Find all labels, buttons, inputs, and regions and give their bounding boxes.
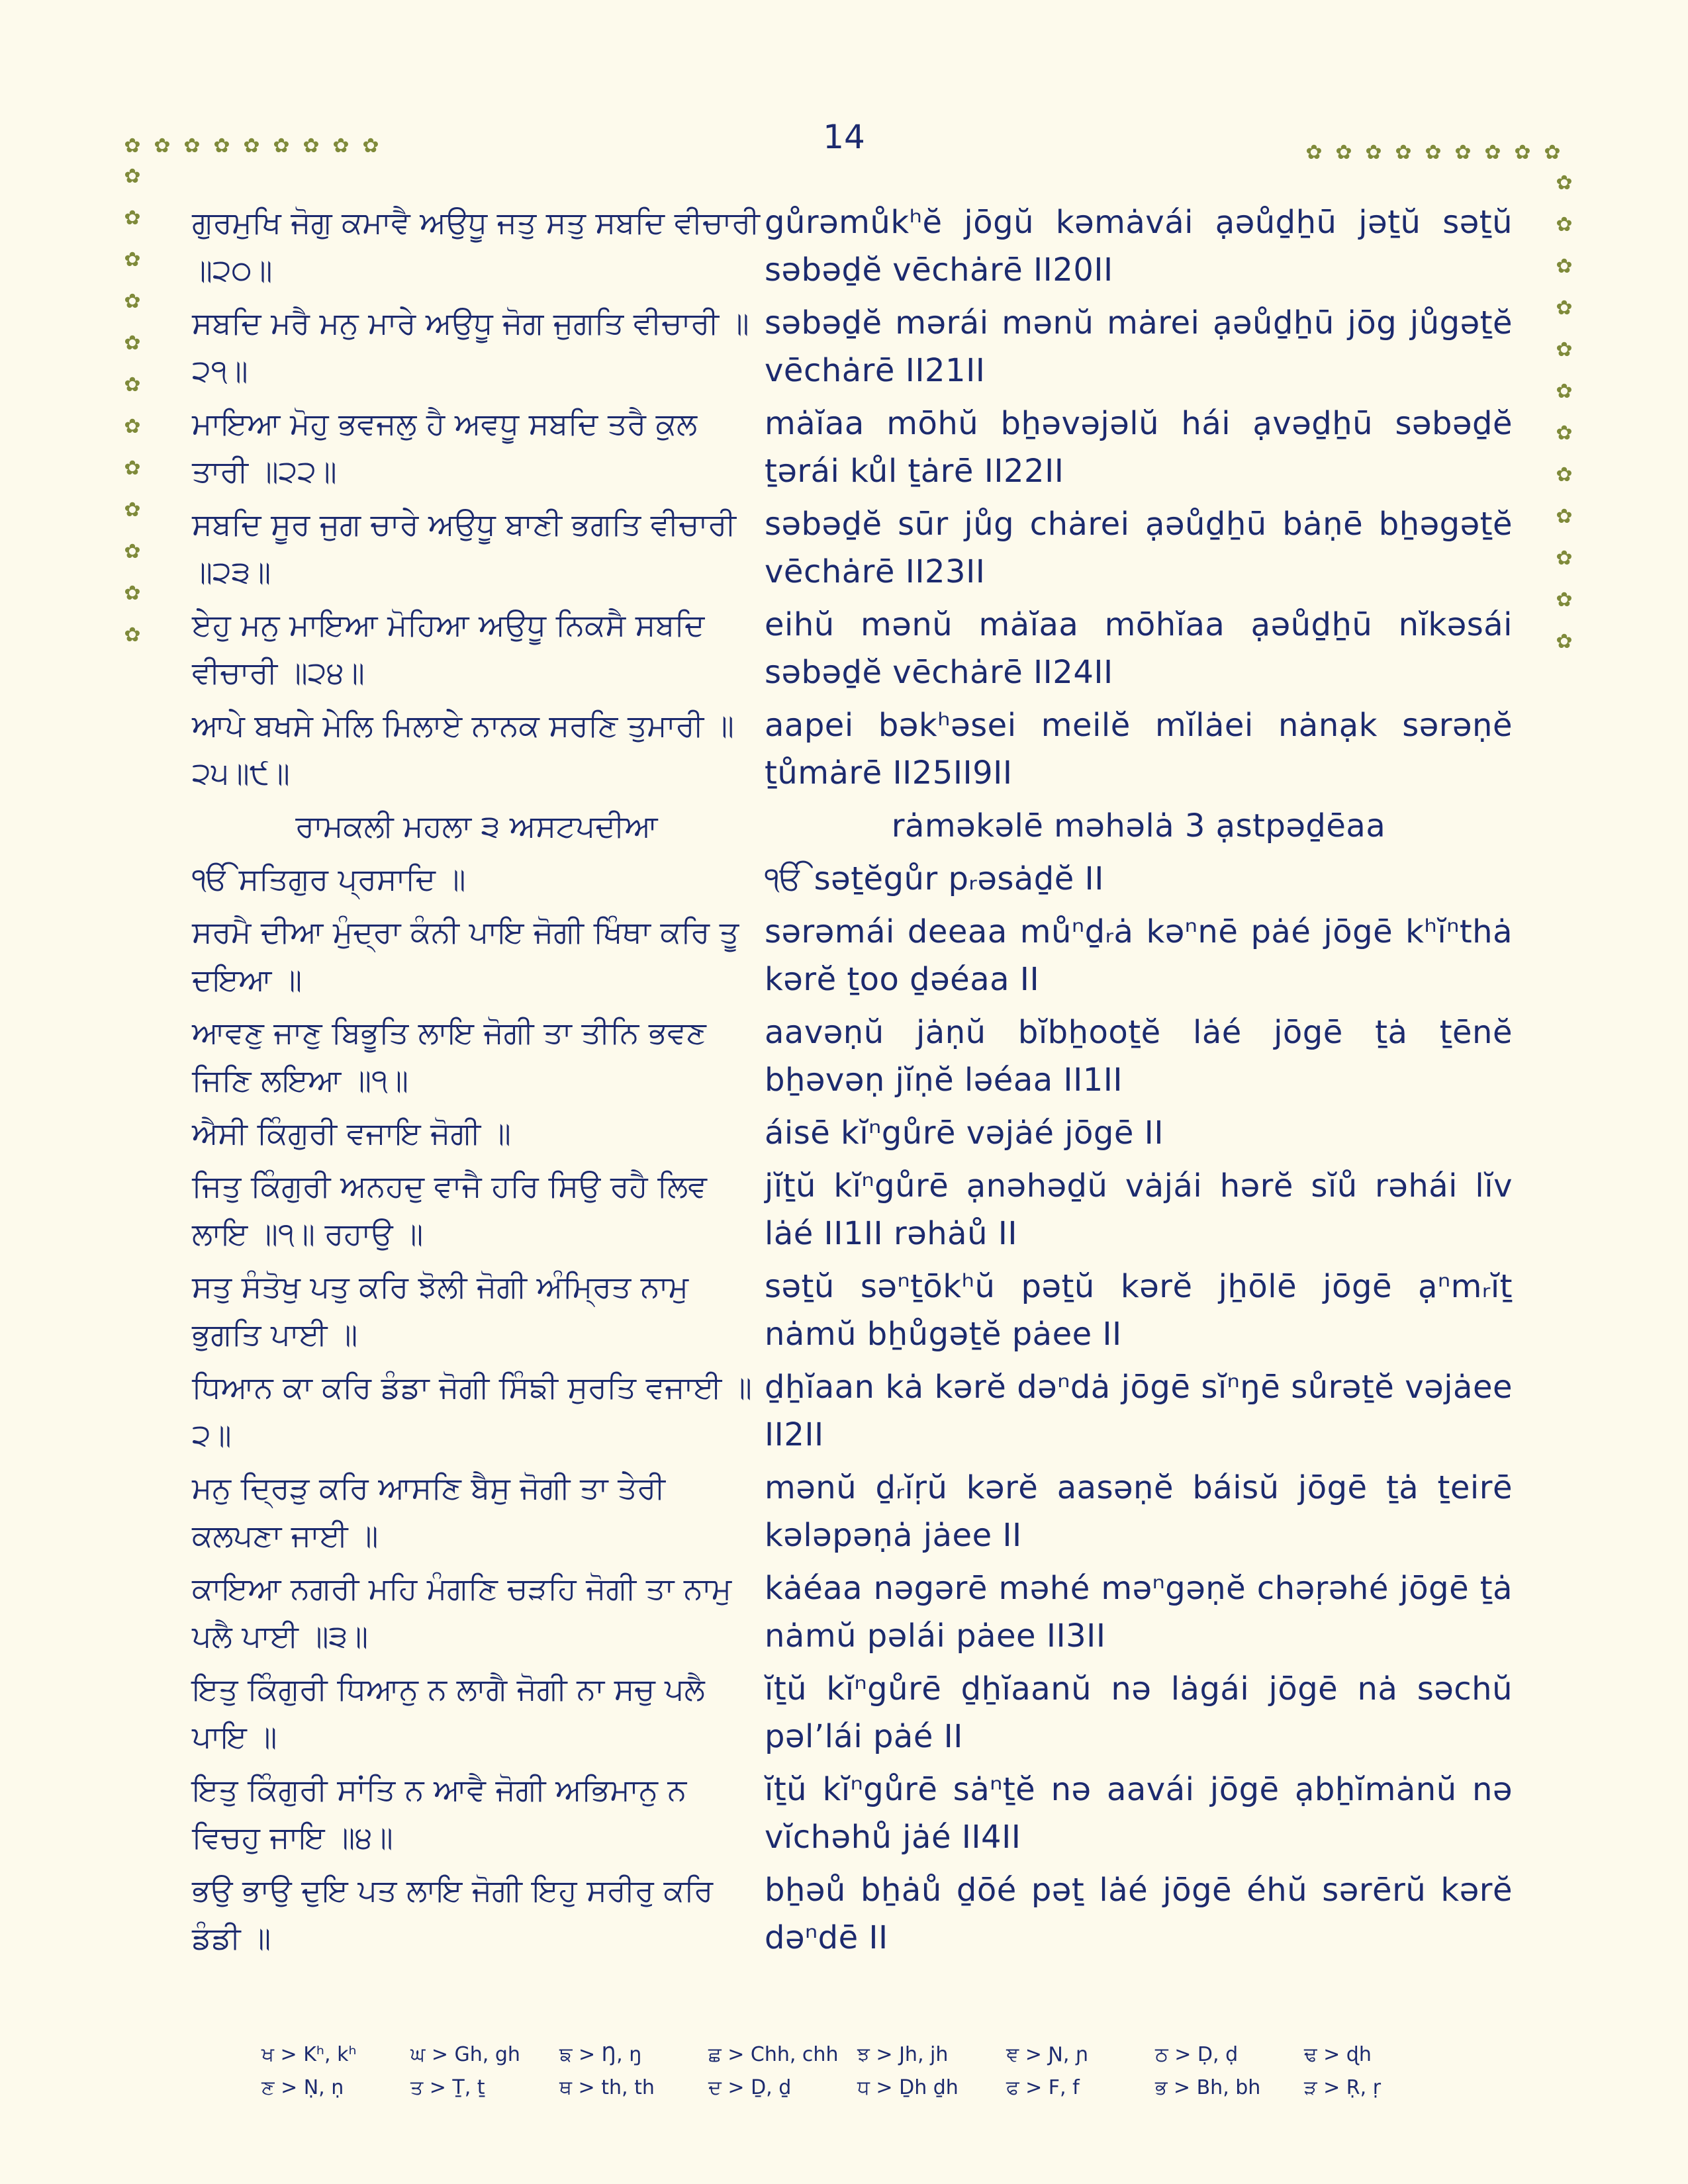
section-heading-transliteration: rȧməkəlē məhəlȧ 3 ạstpəḏēaa xyxy=(891,807,1386,844)
flower-ornament-icon: ✿ xyxy=(1556,463,1573,486)
legend-entry: ਖ > Kʰ, kʰ xyxy=(261,2043,357,2066)
transliteration-line: bẖəů bẖȧů ḏōé pəṯ lȧé jōgē éhŭ sərērŭ kərĕ dəⁿdē II xyxy=(765,1872,1513,1956)
flower-ornament-icon: ✿ xyxy=(1556,588,1573,612)
verse-row xyxy=(192,400,1516,495)
legend-row xyxy=(261,2071,1453,2105)
flower-ornament-icon: ✿ xyxy=(124,332,141,355)
flower-ornament-icon: ✿ xyxy=(124,457,141,480)
verse-row xyxy=(192,1162,1516,1257)
legend-entry: ਞ > Ɲ, ɲ xyxy=(1006,2043,1089,2066)
legend-entry: ਤ > Ṯ, ṯ xyxy=(410,2076,485,2099)
flower-ornament-icon: ✿ xyxy=(1556,213,1573,236)
transliteration-line: sərəmái deeaa můⁿḏᵣȧ kəⁿnē pȧé jōgē kʰĭⁿthȧ kərĕ ṯoo ḏəéaa II xyxy=(765,913,1513,998)
flower-ornament-icon: ✿ xyxy=(124,165,141,188)
legend-entry: ਛ > Chh, chh xyxy=(708,2043,839,2066)
transliteration-line: ੴ səṯĕgůr pᵣəsȧḏĕ II xyxy=(765,860,1104,897)
flower-ornament-icon: ✿ xyxy=(124,540,141,563)
verse-row xyxy=(192,1009,1516,1104)
gurmukhi-line: ੴ ਸਤਿਗੁਰ ਪ੍ਰਸਾਦਿ ॥ xyxy=(192,861,466,897)
invocation-row xyxy=(192,855,1516,903)
legend-entry: ਢ > ɖh xyxy=(1304,2043,1372,2066)
flower-ornament-icon: ✿ xyxy=(124,582,141,605)
transliteration-line: səṯŭ səⁿṯōkʰŭ pəṯŭ kərĕ jẖōlē jōgē ạⁿmᵣĭṯ nȧmŭ bẖůgəṯĕ pȧee II xyxy=(765,1268,1513,1353)
flower-ornament-icon: ✿ xyxy=(1544,141,1561,164)
legend-entry: ੜ > Ṛ, ṛ xyxy=(1304,2076,1382,2099)
gurmukhi-line: ਇਤੁ ਕਿੰਗੁਰੀ ਸਾਂਤਿ ਨ ਆਵੈ ਜੋਗੀ ਅਭਿਮਾਨੁ ਨ ਵਿਚਹੁ ਜਾਇ ॥੪॥ xyxy=(192,1772,687,1855)
gurmukhi-line: ਐਸੀ ਕਿੰਗੁਰੀ ਵਜਾਇ ਜੋਗੀ ॥ xyxy=(192,1115,511,1151)
flower-ornament-icon: ✿ xyxy=(362,134,379,158)
flower-ornament-icon: ✿ xyxy=(332,134,350,158)
gurmukhi-line: ਸਤੁ ਸੰਤੋਖੁ ਪਤੁ ਕਰਿ ਝੋਲੀ ਜੋਗੀ ਅੰਮ੍ਰਿਤ ਨਾਮੁ ਭੁਗਤਿ ਪਾਈ ॥ xyxy=(192,1269,689,1352)
verse-row xyxy=(192,908,1516,1003)
transliteration-line: eihŭ mənŭ mȧĭaa mōhĭaa ạəůḏẖū nĭkəsái səbəḏĕ vēchȧrē II24II xyxy=(765,606,1513,691)
legend-entry: ਦ > Ḏ, ḏ xyxy=(708,2076,792,2099)
transliteration-line: səbəḏĕ mərái mənŭ mȧrei ạəůḏẖū jōg jůgəṯĕ vēchȧrē II21II xyxy=(765,304,1513,389)
transliteration-line: aavəṇŭ jȧṇŭ bĭbẖooṯĕ lȧé jōgē ṯȧ ṯēnĕ bẖəvəṇ jĭṇĕ ləéaa II1II xyxy=(765,1014,1513,1099)
flower-ornament-icon: ✿ xyxy=(124,290,141,313)
transliteration-line: mȧĭaa mōhŭ bẖəvəjəlŭ hái ạvəḏẖū səbəḏĕ ṯərái kůl ṯȧrē II22II xyxy=(765,405,1513,490)
transliteration-line: mənŭ ḏᵣĭṛŭ kərĕ aasəṇĕ báisŭ jōgē ṯȧ ṯeirē kələpəṇȧ jȧee II xyxy=(765,1469,1513,1554)
gurmukhi-line: ਮਾਇਆ ਮੋਹੁ ਭਵਜਲੁ ਹੈ ਅਵਧੂ ਸਬਦਿ ਤਰੈ ਕੁਲ ਤਾਰੀ ॥੨੨॥ xyxy=(192,406,698,489)
legend-row xyxy=(261,2038,1453,2071)
transliteration-line: áisē kĭⁿgůrē vəjȧé jōgē II xyxy=(765,1115,1164,1152)
verse-row xyxy=(192,500,1516,596)
legend-entry: ਭ > Bh, bh xyxy=(1155,2076,1261,2099)
flower-ornament-icon: ✿ xyxy=(1425,141,1442,164)
legend-entry: ਘ > Gh, gh xyxy=(410,2043,520,2066)
flower-ornament-icon: ✿ xyxy=(1365,141,1382,164)
flower-ornament-icon: ✿ xyxy=(1556,505,1573,528)
transliteration-line: səbəḏĕ sūr jůg chȧrei ạəůḏẖū bȧṇē bẖəgəṯĕ vēchȧrē II23II xyxy=(765,506,1513,590)
flower-ornament-icon: ✿ xyxy=(303,134,320,158)
flower-ornament-icon: ✿ xyxy=(1484,141,1501,164)
flower-ornament-icon: ✿ xyxy=(243,134,260,158)
gurmukhi-line: ਮਨੁ ਦ੍ਰਿੜੁ ਕਰਿ ਆਸਣਿ ਬੈਸੁ ਜੋਗੀ ਤਾ ਤੇਰੀ ਕਲਪਣਾ ਜਾਈ ॥ xyxy=(192,1470,665,1553)
transliteration-line: kȧéaa nəgərē məhé məⁿgəṇĕ chəṛəhé jōgē ṯȧ nȧmŭ pəlái pȧee II3II xyxy=(765,1570,1513,1655)
gurmukhi-line: ਸਬਦਿ ਸੂਰ ਜੁਗ ਚਾਰੇ ਅਉਧੂ ਬਾਣੀ ਭਗਤਿ ਵੀਚਾਰੀ ॥੨੩॥ xyxy=(192,506,736,590)
transliteration-line: ḏẖĭaan kȧ kərĕ dəⁿdȧ jōgē sĭⁿŋē sůrəṯĕ vəjȧee II2II xyxy=(765,1369,1513,1453)
flower-ornament-icon: ✿ xyxy=(1556,547,1573,570)
flower-ornament-icon: ✿ xyxy=(124,206,141,230)
verse-row xyxy=(192,1464,1516,1559)
flower-ornament-icon: ✿ xyxy=(1556,630,1573,653)
transliteration-line: ĭṯŭ kĭⁿgůrē sȧⁿṯĕ nə aavái jōgē ạbẖĭmȧnŭ nə vĭchəhů jȧé II4II xyxy=(765,1771,1513,1856)
flower-ornament-icon: ✿ xyxy=(1556,296,1573,320)
transliteration-legend xyxy=(261,2038,1453,2105)
flower-ornament-icon: ✿ xyxy=(124,134,141,158)
section-heading-row xyxy=(192,802,1516,850)
flower-ornament-icon: ✿ xyxy=(1556,422,1573,445)
verse-row xyxy=(192,1866,1516,1962)
flower-ornament-icon: ✿ xyxy=(213,134,230,158)
verse-row xyxy=(192,601,1516,696)
flower-ornament-icon: ✿ xyxy=(124,498,141,522)
verse-row xyxy=(192,1363,1516,1459)
flower-ornament-icon: ✿ xyxy=(1556,255,1573,278)
legend-entry: ਠ > Ḍ, ḍ xyxy=(1155,2043,1239,2066)
flower-ornament-icon: ✿ xyxy=(1454,141,1472,164)
verse-row xyxy=(192,1565,1516,1660)
gurmukhi-line: ਸਰਮੈ ਦੀਆ ਮੁੰਦ੍ਰਾ ਕੰਨੀ ਪਾਇ ਜੋਗੀ ਖਿੰਥਾ ਕਰਿ ਤੂ ਦਇਆ ॥ xyxy=(192,914,739,997)
flower-ornament-icon: ✿ xyxy=(1305,141,1323,164)
gurmukhi-line: ਭਉ ਭਾਉ ਦੁਇ ਪਤ ਲਾਇ ਜੋਗੀ ਇਹੁ ਸਰੀਰੁ ਕਰਿ ਡੰਡੀ ॥ xyxy=(192,1872,714,1956)
gurmukhi-line: ਆਪੇ ਬਖਸੇ ਮੇਲਿ ਮਿਲਾਏ ਨਾਨਕ ਸਰਣਿ ਤੁਮਾਰੀ ॥੨੫॥੯॥ xyxy=(192,707,734,791)
transliteration-line: gůrəmůkʰĕ jōgŭ kəmȧvái ạəůḏẖū jəṯŭ səṯŭ səbəḏĕ vēchȧrē II20II xyxy=(765,204,1513,289)
legend-entry: ਧ > Ḏh ḏh xyxy=(857,2076,959,2099)
gurmukhi-line: ਏਹੁ ਮਨੁ ਮਾਇਆ ਮੋਹਿਆ ਅਉਧੂ ਨਿਕਸੈ ਸਬਦਿ ਵੀਚਾਰੀ ॥੨੪॥ xyxy=(192,607,705,690)
verse-row xyxy=(192,1665,1516,1760)
gurmukhi-line: ਜਿਤੁ ਕਿੰਗੁਰੀ ਅਨਹਦੁ ਵਾਜੈ ਹਰਿ ਸਿਉ ਰਹੈ ਲਿਵ ਲਾਇ ॥੧॥ ਰਹਾਉ ॥ xyxy=(192,1168,707,1251)
transliteration-line: aapei bəkʰəsei meilĕ mĭlȧei nȧnạk sərəṇĕ ṯůmȧrē II25II9II xyxy=(765,707,1513,792)
flower-ornament-icon: ✿ xyxy=(124,623,141,647)
legend-entry: ਣ > Ṇ, ṇ xyxy=(261,2076,344,2099)
page-number: 14 xyxy=(823,118,865,156)
gurmukhi-line: ਗੁਰਮੁਖਿ ਜੋਗੁ ਕਮਾਵੈ ਅਉਧੂ ਜਤੁ ਸਤੁ ਸਬਦਿ ਵੀਚਾਰੀ ॥੨੦॥ xyxy=(192,205,760,288)
flower-ornament-icon: ✿ xyxy=(1556,338,1573,361)
section-heading-gurmukhi: ਰਾਮਕਲੀ ਮਹਲਾ ੩ ਅਸਟਪਦੀਆ xyxy=(295,808,658,844)
legend-entry: ਝ > Jh, jh xyxy=(857,2043,949,2066)
gurmukhi-line: ਧਿਆਨ ਕਾ ਕਰਿ ਡੰਡਾ ਜੋਗੀ ਸਿੰਙੀ ਸੁਰਤਿ ਵਜਾਈ ॥੨॥ xyxy=(192,1369,752,1453)
flower-ornament-icon: ✿ xyxy=(124,248,141,271)
gurmukhi-line: ਸਬਦਿ ਮਰੈ ਮਨੁ ਮਾਰੇ ਅਉਧੂ ਜੋਗ ਜੁਗਤਿ ਵੀਚਾਰੀ ॥੨੧॥ xyxy=(192,305,749,388)
verse-row xyxy=(192,1109,1516,1157)
verse-row xyxy=(192,1766,1516,1861)
flower-ornament-icon: ✿ xyxy=(154,134,171,158)
flower-ornament-icon: ✿ xyxy=(183,134,201,158)
legend-entry: ਙ > Ŋ, ŋ xyxy=(559,2043,642,2066)
flower-ornament-icon: ✿ xyxy=(1395,141,1412,164)
verse-row xyxy=(192,1263,1516,1358)
flower-ornament-icon: ✿ xyxy=(273,134,290,158)
flower-ornament-icon: ✿ xyxy=(1556,171,1573,195)
gurmukhi-line: ਇਤੁ ਕਿੰਗੁਰੀ ਧਿਆਨੁ ਨ ਲਾਗੈ ਜੋਗੀ ਨਾ ਸਚੁ ਪਲੈ ਪਾਇ ॥ xyxy=(192,1671,705,1754)
legend-entry: ਫ > F, f xyxy=(1006,2076,1080,2099)
verse-row xyxy=(192,199,1516,294)
verse-table xyxy=(192,199,1516,1967)
transliteration-line: ĭṯŭ kĭⁿgůrē ḏẖĭaanŭ nə lȧgái jōgē nȧ səchŭ pəl’lái pȧé II xyxy=(765,1670,1513,1755)
verse-row xyxy=(192,299,1516,394)
flower-ornament-icon: ✿ xyxy=(124,415,141,438)
gurmukhi-line: ਆਵਣੁ ਜਾਣੁ ਬਿਭੂਤਿ ਲਾਇ ਜੋਗੀ ਤਾ ਤੀਨਿ ਭਵਣ ਜਿਣਿ ਲਇਆ ॥੧॥ xyxy=(192,1015,706,1098)
flower-ornament-icon: ✿ xyxy=(1556,380,1573,403)
flower-ornament-icon: ✿ xyxy=(1514,141,1531,164)
verse-row xyxy=(192,702,1516,797)
transliteration-line: jĭṯŭ kĭⁿgůrē ạnəhəḏŭ vȧjái hərĕ sĭů rəhái lĭv lȧé II1II rəhȧů II xyxy=(765,1167,1513,1252)
flower-ornament-icon: ✿ xyxy=(124,373,141,396)
gurmukhi-line: ਕਾਇਆ ਨਗਰੀ ਮਹਿ ਮੰਗਣਿ ਚੜਹਿ ਜੋਗੀ ਤਾ ਨਾਮੁ ਪਲੈ ਪਾਈ ॥੩॥ xyxy=(192,1570,732,1654)
legend-entry: ਥ > th, th xyxy=(559,2076,655,2099)
flower-ornament-icon: ✿ xyxy=(1335,141,1352,164)
